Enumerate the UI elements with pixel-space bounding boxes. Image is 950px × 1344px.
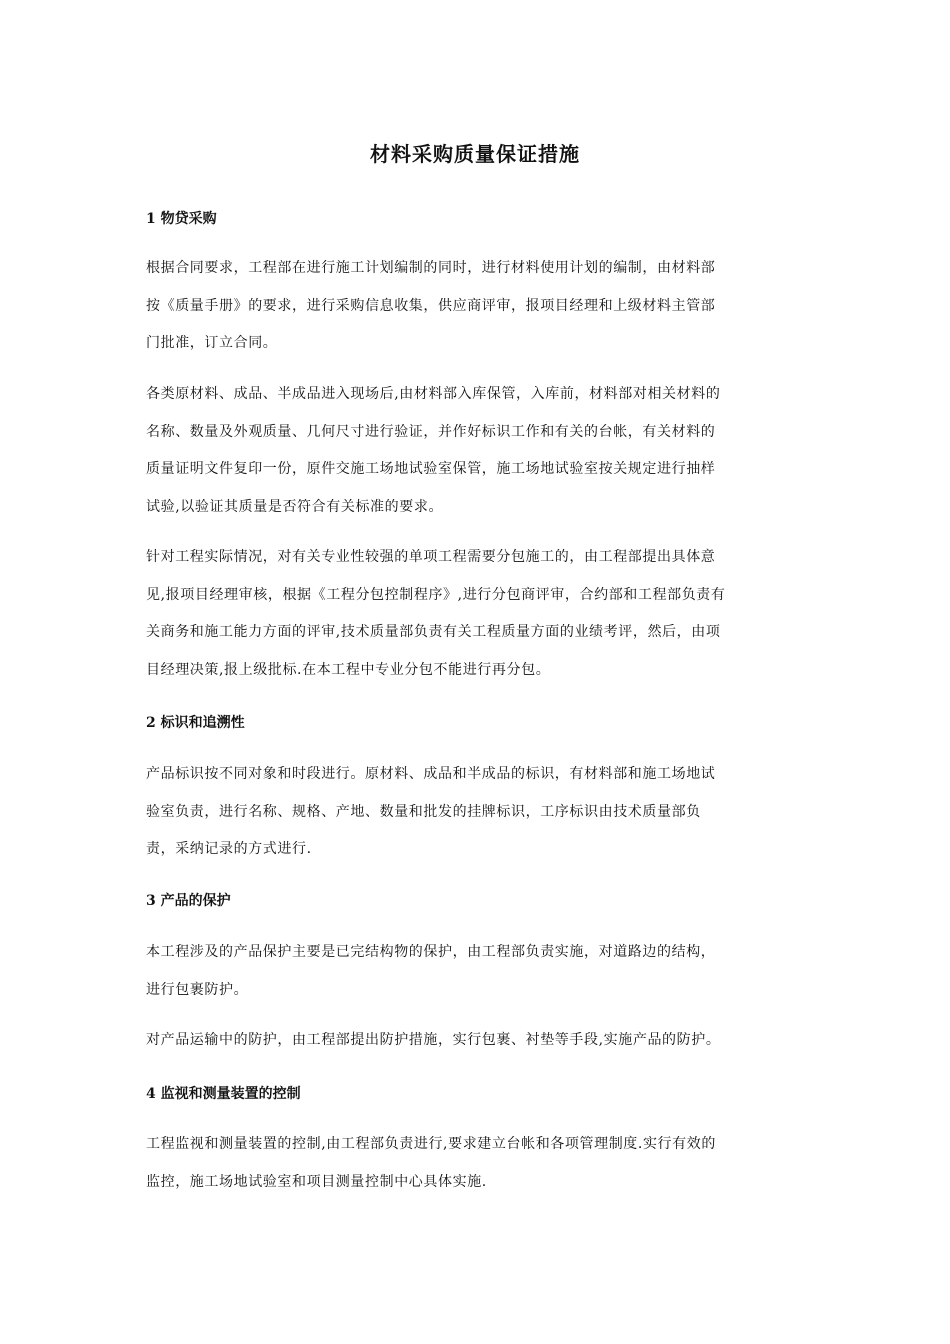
- paragraph-3-2: [146, 1022, 808, 1060]
- section-heading-2: 2 标识和追溯性: [146, 715, 245, 731]
- text-line: 目经理决策,报上级批标.在本工程中专业分包不能进行再分包。: [146, 661, 551, 678]
- document-title: 材料采购质量保证措施: [370, 142, 580, 166]
- text-line: 见,报项目经理审核，根据《工程分包控制程序》,进行分包商评审，合约部和工程部负责有: [146, 586, 726, 603]
- text-line: 名称、数量及外观质量、几何尺寸进行验证，并作好标识工作和有关的台帐，有关材料的: [146, 423, 716, 440]
- text-line: 对产品运输中的防护，由工程部提出防护措施，实行包裹、衬垫等手段,实施产品的防护。: [146, 1032, 721, 1048]
- text-line: 关商务和施工能力方面的评审,技术质量部负责有关工程质量方面的业绩考评，然后，由项: [146, 624, 721, 640]
- text-line: 进行包裹防护。: [146, 981, 249, 998]
- text-line: 责，采纳记录的方式进行.: [146, 841, 312, 857]
- text-line: 产品标识按不同对象和时段进行。原材料、成品和半成品的标识，有材料部和施工场地试: [146, 766, 716, 782]
- section-heading-1: 1 物贷采购: [146, 211, 217, 227]
- text-line: 试验,以验证其质量是否符合有关标准的要求。: [146, 498, 444, 515]
- text-line: 门批准，订立合同。: [146, 335, 278, 351]
- paragraph-1-1: [146, 250, 808, 363]
- text-line: 验室负责，进行名称、规格、产地、数量和批发的挂牌标识，工序标识由技术质量部负: [146, 803, 701, 820]
- paragraph-1-3: [146, 539, 808, 689]
- section-heading-4: 4 监视和测量装置的控制: [146, 1086, 301, 1102]
- section-heading-3: 3 产品的保护: [146, 893, 231, 909]
- text-line: 监控，施工场地试验室和项目测量控制中心具体实施.: [146, 1173, 487, 1190]
- text-line: 针对工程实际情况，对有关专业性较强的单项工程需要分包施工的，由工程部提出具体意: [146, 549, 716, 565]
- paragraph-2-1: [146, 756, 808, 869]
- text-line: 本工程涉及的产品保护主要是已完结构物的保护，由工程部负责实施，对道路边的结构，: [146, 944, 716, 960]
- paragraph-3-1: [146, 934, 808, 1009]
- text-line: 按《质量手册》的要求，进行采购信息收集，供应商评审，报项目经理和上级材料主管部: [146, 297, 716, 314]
- text-line: 质量证明文件复印一份，原件交施工场地试验室保管，施工场地试验室按关规定进行抽样: [146, 461, 716, 477]
- text-line: 工程监视和测量装置的控制,由工程部负责进行,要求建立台帐和各项管理制度.实行有效的: [146, 1136, 716, 1152]
- text-line: 各类原材料、成品、半成品进入现场后,由材料部入库保管，入库前，材料部对相关材料的: [146, 386, 721, 402]
- paragraph-4-1: [146, 1126, 808, 1201]
- text-line: 根据合同要求，工程部在进行施工计划编制的同时，进行材料使用计划的编制，由材料部: [146, 260, 716, 276]
- paragraph-1-2: [146, 376, 808, 526]
